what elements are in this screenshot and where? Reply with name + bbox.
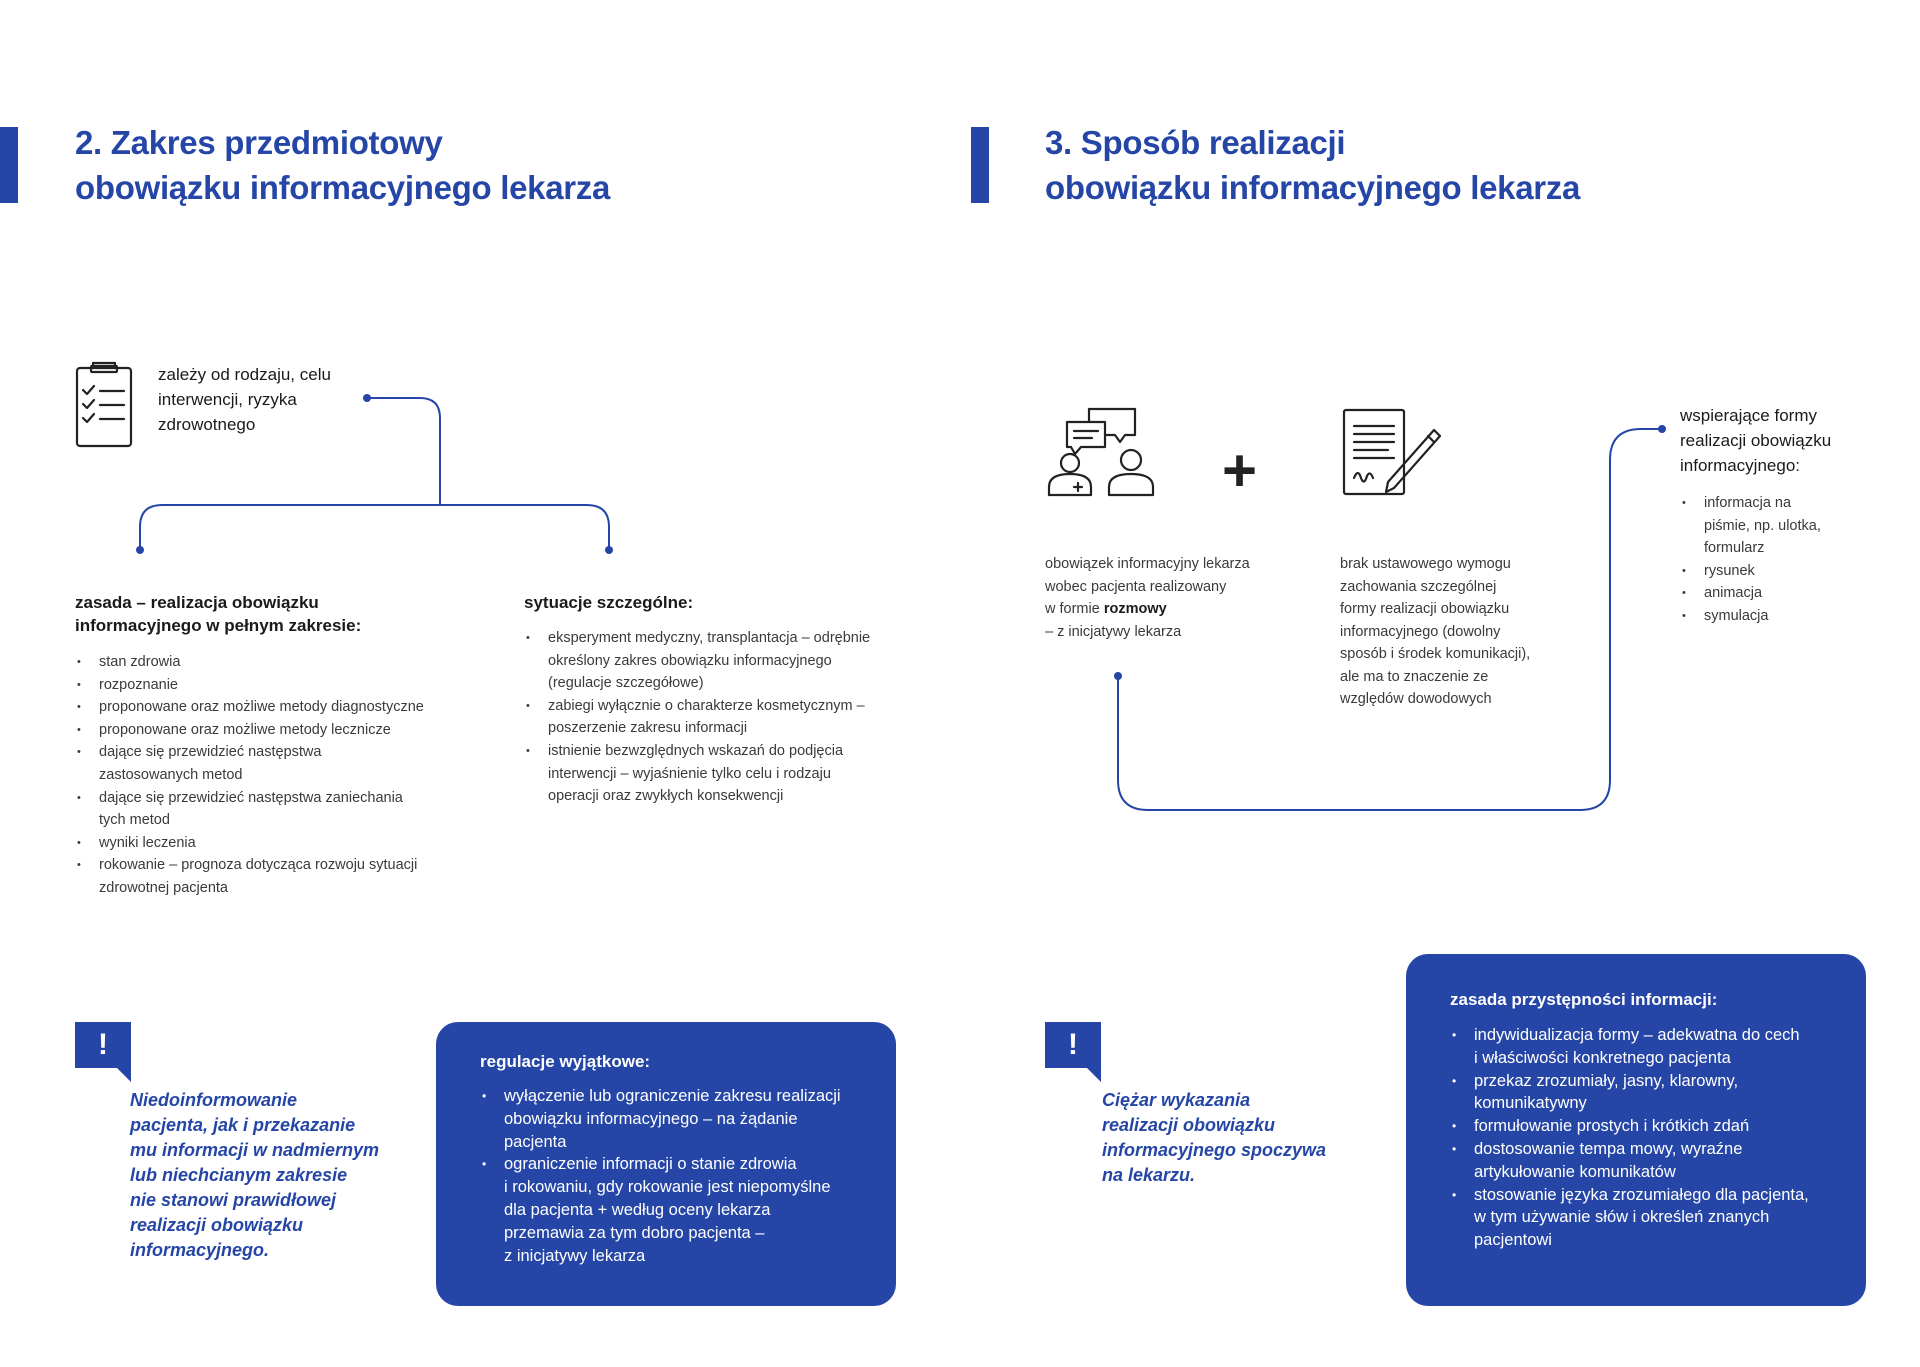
plus-icon: + <box>1222 437 1258 504</box>
text-line: mu informacji w nadmiernym <box>130 1140 380 1160</box>
list-item: • wyłączenie lub ograniczenie zakresu realizacji obowiązku informacyjnego – na żądanie pacjenta <box>480 1085 880 1153</box>
principle-title <box>75 591 361 637</box>
text-line: zachowania szczególnej <box>1340 578 1497 595</box>
list-item: • rysunek <box>1680 560 1880 583</box>
text-line: realizacji obowiązku <box>1680 431 1832 450</box>
connector-dot <box>363 394 371 402</box>
warning-note-right <box>1102 1088 1326 1188</box>
connector-dot <box>1114 672 1122 680</box>
connector-dot <box>1658 425 1666 433</box>
text-line: wobec pacjenta realizowany <box>1045 578 1227 595</box>
text-line: na lekarzu. <box>1102 1165 1196 1185</box>
list-item: • istnienie bezwzględnych wskazań do podjęcia interwencji – wyjaśnienie tylko celu i rodzaju operacji oraz zwykłych konsekwencji <box>524 740 924 808</box>
text-line: pacjenta, jak i przekazanie <box>130 1115 356 1135</box>
section-heading-left <box>75 120 610 210</box>
principle-list <box>75 651 475 900</box>
alert-badge-tail <box>117 1068 131 1082</box>
text-line: realizacji obowiązku <box>130 1215 304 1235</box>
text-line: formy realizacji obowiązku <box>1340 601 1510 617</box>
list-item: • wyniki leczenia <box>75 832 475 855</box>
alert-badge-right: ! <box>1045 1022 1101 1068</box>
list-item: • proponowane oraz możliwe metody lecznicze <box>75 719 475 742</box>
heading-line: 3. Sposób realizacji <box>1045 124 1346 161</box>
text-line: informacyjnego. <box>130 1240 270 1260</box>
text-line: wspierające formy <box>1680 406 1817 425</box>
heading-line: obowiązku informacyjnego lekarza <box>1045 169 1581 206</box>
text-line: informacyjnego spoczywa <box>1102 1140 1327 1160</box>
text-line: – z inicjatywy lekarza <box>1045 623 1182 640</box>
text-line: interwencji, ryzyka <box>158 390 297 409</box>
text-line: informacyjnego: <box>1680 456 1801 475</box>
special-cases-title <box>524 591 693 614</box>
text-line: brak ustawowego wymogu <box>1340 556 1511 572</box>
text-line: zdrowotnego <box>158 415 256 434</box>
connector-left-top <box>367 398 440 505</box>
section-heading-right <box>1045 120 1580 210</box>
text-line: realizacji obowiązku <box>1102 1115 1276 1135</box>
text-line: lub niechcianym zakresie <box>130 1165 348 1185</box>
list-item: • indywidualizacja formy – adekwatna do cech i właściwości konkretnego pacjenta <box>1450 1024 1855 1070</box>
list-item: • dostosowanie tempa mowy, wyraźne artykułowanie komunikatów <box>1450 1138 1855 1184</box>
list-item: • stan zdrowia <box>75 651 475 674</box>
card-list <box>480 1085 880 1267</box>
connector-dot <box>136 546 144 554</box>
emphasis-text: rozmowy <box>1103 601 1167 617</box>
list-item: • ograniczenie informacji o stanie zdrowia i rokowaniu, gdy rokowanie jest niepomyślne dla pacjenta + według oceny lekarza przemawia za tym dobro pacjenta – z inicjatywy lekarza <box>480 1153 880 1267</box>
list-item: • zabiegi wyłącznie o charakterze kosmetycznym – poszerzenie zakresu informacji <box>524 695 924 740</box>
supporting-forms-list <box>1680 492 1880 628</box>
text-line: informacyjnego (dowolny <box>1340 623 1501 640</box>
card-title: regulacje wyjątkowe: <box>480 1052 651 1071</box>
section-marker-left <box>0 127 18 203</box>
alert-badge-tail <box>1087 1068 1101 1082</box>
text-line: względów dowodowych <box>1340 691 1492 707</box>
connector-left-branch <box>140 505 609 548</box>
text-line: sposób i środek komunikacji), <box>1340 646 1531 662</box>
card-list <box>1450 1024 1855 1252</box>
no-formal-requirement-text <box>1340 553 1530 711</box>
section-marker-right <box>971 127 989 203</box>
list-item: • animacja <box>1680 582 1880 605</box>
warning-note-left <box>130 1088 379 1263</box>
clipboard-checklist-icon <box>75 360 135 450</box>
list-item: • symulacja <box>1680 605 1880 628</box>
conversation-form-text <box>1045 553 1250 643</box>
alert-badge-left: ! <box>75 1022 131 1068</box>
list-item: • rokowanie – prognoza dotycząca rozwoju sytuacji zdrowotnej pacjenta <box>75 854 475 899</box>
text-line <box>1045 598 1250 621</box>
text-line: sytuacje szczególne: <box>524 593 694 612</box>
list-item: • rozpoznanie <box>75 674 475 697</box>
text-line: obowiązek informacyjny lekarza <box>1045 556 1250 572</box>
list-item: • stosowanie języka zrozumiałego dla pacjenta, w tym używanie słów i określeń znanych pacjentowi <box>1450 1184 1855 1252</box>
document-signature-icon <box>1342 408 1442 498</box>
card-title: zasada przystępności informacji: <box>1450 990 1718 1009</box>
accessibility-principle-card <box>1406 954 1866 1306</box>
text-fragment: w formie <box>1045 601 1104 617</box>
text-line: zależy od rodzaju, celu <box>158 365 331 384</box>
text-line: zasada – realizacja obowiązku <box>75 593 319 612</box>
list-item: • dające się przewidzieć następstwa zaniechania tych metod <box>75 787 475 832</box>
text-line: Niedoinformowanie <box>130 1090 298 1110</box>
text-line: ale ma to znaczenie ze <box>1340 668 1489 685</box>
exceptional-regulations-card <box>436 1022 896 1306</box>
list-item: • formułowanie prostych i krótkich zdań <box>1450 1115 1855 1138</box>
text-line: Ciężar wykazania <box>1102 1090 1251 1110</box>
list-item: • informacja na piśmie, np. ulotka, formularz <box>1680 492 1880 560</box>
list-item: • eksperyment medyczny, transplantacja – odrębnie określony zakres obowiązku informacyjnego (regulacje szczegółowe) <box>524 627 924 695</box>
supporting-forms-title <box>1680 403 1831 478</box>
text-line: informacyjnego w pełnym zakresie: <box>75 616 362 635</box>
scope-dependency-text <box>158 362 331 437</box>
list-item: • przekaz zrozumiały, jasny, klarowny, komunikatywny <box>1450 1070 1855 1116</box>
heading-line: obowiązku informacyjnego lekarza <box>75 169 611 206</box>
list-item: • proponowane oraz możliwe metody diagnostyczne <box>75 696 475 719</box>
connector-dot <box>605 546 613 554</box>
heading-line: 2. Zakres przedmiotowy <box>75 124 443 161</box>
text-line: nie stanowi prawidłowej <box>130 1190 337 1210</box>
special-cases-list <box>524 627 924 808</box>
doctor-patient-conversation-icon <box>1045 405 1157 497</box>
list-item: • dające się przewidzieć następstwa zastosowanych metod <box>75 741 475 786</box>
